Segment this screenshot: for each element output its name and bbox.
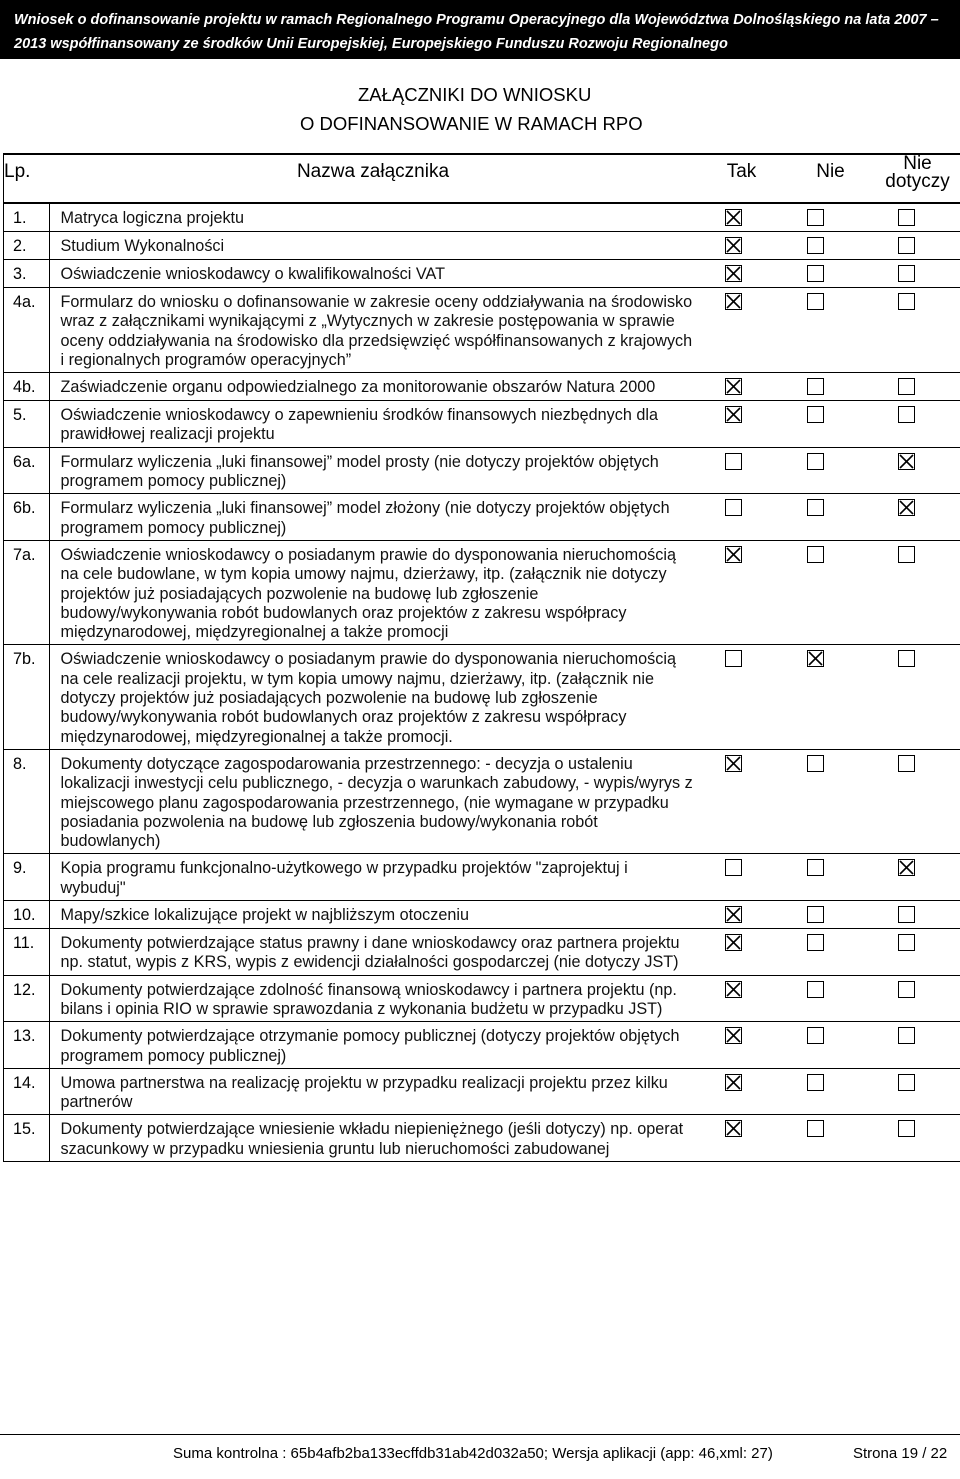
cell-tak (697, 975, 786, 1022)
checkbox-nie[interactable] (807, 265, 824, 282)
table-row (4, 260, 960, 288)
cell-tak (697, 645, 786, 749)
row-number: 4a. (4, 288, 50, 373)
cell-tak (697, 203, 786, 232)
attachment-name: Oświadczenie wnioskodawcy o kwalifikowalności VAT (49, 260, 697, 288)
checkbox-nie[interactable] (807, 499, 824, 516)
cell-nie (786, 854, 875, 901)
column-header-tak: Tak (697, 154, 786, 203)
checkbox-nie-dotyczy[interactable] (898, 546, 915, 563)
cross-mark-icon (725, 406, 742, 423)
checkbox-nie-dotyczy[interactable] (898, 406, 915, 423)
cross-mark-icon (725, 1120, 742, 1137)
row-number: 3. (4, 260, 50, 288)
table-body (4, 203, 960, 1161)
checkbox-nie[interactable] (807, 1027, 824, 1044)
page-number: Strona 19 / 22 (853, 1445, 948, 1462)
cell-nie (786, 749, 875, 853)
cross-mark-icon (898, 499, 915, 516)
table-row (4, 1115, 960, 1162)
checkbox-nie-dotyczy[interactable] (898, 650, 915, 667)
cell-nie-dotyczy (875, 901, 960, 929)
cross-mark-icon (725, 755, 742, 772)
row-number: 5. (4, 401, 50, 448)
cell-nie (786, 1115, 875, 1162)
checkbox-nie-dotyczy[interactable] (898, 209, 915, 226)
checkbox-nie[interactable] (807, 859, 824, 876)
cross-mark-icon (725, 981, 742, 998)
row-number: 7a. (4, 540, 50, 644)
attachment-name: Zaświadczenie organu odpowiedzialnego za monitorowanie obszarów Natura 2000 (49, 373, 697, 401)
checkbox-nie[interactable] (807, 755, 824, 772)
cell-nie-dotyczy (875, 975, 960, 1022)
checkbox-nie-dotyczy[interactable] (898, 293, 915, 310)
attachment-name: Dokumenty potwierdzające otrzymanie pomocy publicznej (dotyczy projektów objętych programem pomocy publicznej) (49, 1022, 697, 1069)
checkbox-nie-checked[interactable] (807, 650, 824, 667)
checkbox-tak[interactable] (725, 453, 742, 470)
checkbox-tak[interactable] (725, 859, 742, 876)
cell-tak (697, 901, 786, 929)
checkbox-nie-dotyczy[interactable] (898, 1120, 915, 1137)
attachment-name: Studium Wykonalności (49, 232, 697, 260)
row-number: 8. (4, 749, 50, 853)
cell-nie-dotyczy (875, 260, 960, 288)
cell-nie (786, 260, 875, 288)
cell-tak (697, 288, 786, 373)
attachment-name: Dokumenty potwierdzające status prawny i dane wnioskodawcy oraz partnera projektu np. statut, wypis z KRS, wypis z ewidencji działalności gospodarczej (nie dotyczy JST) (49, 929, 697, 976)
cross-mark-icon (725, 378, 742, 395)
header-line-1: Wniosek o dofinansowanie projektu w ramach Regionalnego Programu Operacyjnego dla Województwa Dolnośląskiego na lata 2007 – (14, 12, 939, 28)
cell-nie (786, 540, 875, 644)
row-number: 10. (4, 901, 50, 929)
checkbox-nie-dotyczy-checked[interactable] (898, 499, 915, 516)
table-row (4, 1068, 960, 1115)
checkbox-nie[interactable] (807, 209, 824, 226)
row-number: 14. (4, 1068, 50, 1115)
checkbox-nie[interactable] (807, 934, 824, 951)
checkbox-nie-dotyczy-checked[interactable] (898, 859, 915, 876)
checkbox-nie-dotyczy[interactable] (898, 1027, 915, 1044)
attachment-name: Dokumenty dotyczące zagospodarowania przestrzennego: - decyzja o ustaleniu lokalizacji inwestycji celu publicznego, - decyzja o warunkach zabudowy, - wypis/wyrys z miejscowego planu zagospodarowania przestrzennego, (nie wymagane w przypadku posiadania pozwolenia na budowę lub zgłoszenia budowy/wykonania robót budowlanych) (49, 749, 697, 853)
table-row (4, 1022, 960, 1069)
row-number: 2. (4, 232, 50, 260)
cell-nie-dotyczy (875, 854, 960, 901)
cell-nie (786, 975, 875, 1022)
cell-nie (786, 645, 875, 749)
checkbox-tak-checked[interactable] (725, 406, 742, 423)
table-row (4, 232, 960, 260)
checkbox-tak-checked[interactable] (725, 755, 742, 772)
cell-nie-dotyczy (875, 494, 960, 541)
cross-mark-icon (898, 859, 915, 876)
cross-mark-icon (725, 209, 742, 226)
cell-nie-dotyczy (875, 540, 960, 644)
table-row (4, 494, 960, 541)
cell-nie (786, 401, 875, 448)
row-number: 1. (4, 203, 50, 232)
checkbox-nie[interactable] (807, 546, 824, 563)
page-footer (0, 1434, 960, 1476)
checkbox-tak-checked[interactable] (725, 237, 742, 254)
checkbox-nie[interactable] (807, 1120, 824, 1137)
checkbox-tak-checked[interactable] (725, 265, 742, 282)
checkbox-nie[interactable] (807, 1074, 824, 1091)
cell-tak (697, 401, 786, 448)
cell-tak (697, 929, 786, 976)
attachment-name: Formularz wyliczenia „luki finansowej” model prosty (nie dotyczy projektów objętych programem pomocy publicznej) (49, 447, 697, 494)
checkbox-tak-checked[interactable] (725, 209, 742, 226)
cell-nie-dotyczy (875, 1022, 960, 1069)
page-title-line-2: O DOFINANSOWANIE W RAMACH RPO (300, 113, 643, 134)
checkbox-tak-checked[interactable] (725, 981, 742, 998)
cross-mark-icon (725, 1074, 742, 1091)
cell-nie-dotyczy (875, 749, 960, 853)
checkbox-tak-checked[interactable] (725, 546, 742, 563)
column-header-lp: Lp. (4, 154, 50, 203)
cross-mark-icon (725, 906, 742, 923)
checkbox-nie-dotyczy[interactable] (898, 906, 915, 923)
checkbox-nie[interactable] (807, 981, 824, 998)
cell-tak (697, 540, 786, 644)
page-title-line-1: ZAŁĄCZNIKI DO WNIOSKU (358, 84, 592, 105)
table-row (4, 854, 960, 901)
checkbox-nie-dotyczy[interactable] (898, 378, 915, 395)
cross-mark-icon (725, 934, 742, 951)
column-header-nie-dotyczy: Nie dotyczy (875, 154, 960, 203)
checkbox-nie-dotyczy[interactable] (898, 237, 915, 254)
cell-nie-dotyczy (875, 1115, 960, 1162)
attachment-name: Oświadczenie wnioskodawcy o posiadanym prawie do dysponowania nieruchomością na cele realizacji projektu, w tym kopia umowy najmu, dzierżawy, itp. (załącznik nie dotyczy projektów już posiadających pozwolenie na budowę lub zgłoszenie budowy/wykonywania robót budowlanych oraz projektów z zakresu współpracy międzynarodowej, międzyregionalnej a także promocji. (49, 645, 697, 749)
cross-mark-icon (898, 453, 915, 470)
attachment-name: Formularz wyliczenia „luki finansowej” model złożony (nie dotyczy projektów objętych programem pomocy publicznej) (49, 494, 697, 541)
table-row (4, 749, 960, 853)
attachment-name: Formularz do wniosku o dofinansowanie w zakresie oceny oddziaływania na środowisko wraz z załącznikami wynikającymi z „Wytycznych w zakresie postępowania w sprawie oceny oddziaływania na środowisko dla przedsięwzięć współfinansowanych z krajowych i regionalnych programów operacyjnych” (49, 288, 697, 373)
table-row (4, 288, 960, 373)
cell-nie-dotyczy (875, 401, 960, 448)
attachment-name: Matryca logiczna projektu (49, 203, 697, 232)
header-line-2: 2013 współfinansowany ze środków Unii Europejskiej, Europejskiego Funduszu Rozwoju Regionalnego (14, 36, 728, 52)
checkbox-nie-dotyczy[interactable] (898, 981, 915, 998)
checkbox-nie[interactable] (807, 293, 824, 310)
checkbox-nie[interactable] (807, 453, 824, 470)
row-number: 6a. (4, 447, 50, 494)
attachment-name: Mapy/szkice lokalizujące projekt w najbliższym otoczeniu (49, 901, 697, 929)
cell-nie-dotyczy (875, 288, 960, 373)
cross-mark-icon (725, 546, 742, 563)
cell-tak (697, 749, 786, 853)
row-number: 12. (4, 975, 50, 1022)
table-row (4, 645, 960, 749)
cell-nie-dotyczy (875, 1068, 960, 1115)
cell-tak (697, 232, 786, 260)
cell-nie (786, 1022, 875, 1069)
checkbox-tak-checked[interactable] (725, 1120, 742, 1137)
checkbox-tak[interactable] (725, 650, 742, 667)
checkbox-tak-checked[interactable] (725, 906, 742, 923)
cell-nie (786, 1068, 875, 1115)
checkbox-nie[interactable] (807, 237, 824, 254)
cell-nie-dotyczy (875, 447, 960, 494)
cell-nie (786, 929, 875, 976)
cell-nie-dotyczy (875, 373, 960, 401)
row-number: 13. (4, 1022, 50, 1069)
cross-mark-icon (807, 650, 824, 667)
column-header-name: Nazwa załącznika (49, 154, 697, 203)
table-row (4, 540, 960, 644)
table-row (4, 203, 960, 232)
cell-nie (786, 494, 875, 541)
cell-nie-dotyczy (875, 645, 960, 749)
cell-tak (697, 1115, 786, 1162)
cross-mark-icon (725, 237, 742, 254)
cell-tak (697, 373, 786, 401)
checkbox-nie[interactable] (807, 906, 824, 923)
cell-nie-dotyczy (875, 203, 960, 232)
cell-nie (786, 373, 875, 401)
cell-tak (697, 1022, 786, 1069)
checkbox-tak-checked[interactable] (725, 934, 742, 951)
cell-nie-dotyczy (875, 929, 960, 976)
table-row (4, 901, 960, 929)
row-number: 9. (4, 854, 50, 901)
table-row (4, 447, 960, 494)
cell-nie-dotyczy (875, 232, 960, 260)
cell-nie (786, 232, 875, 260)
checkbox-nie-dotyczy[interactable] (898, 934, 915, 951)
table-row (4, 401, 960, 448)
checkbox-nie-dotyczy[interactable] (898, 265, 915, 282)
attachment-name: Oświadczenie wnioskodawcy o posiadanym prawie do dysponowania nieruchomością na cele budowlane, w tym kopia umowy najmu, dzierżawy, itp. (załącznik nie dotyczy projektów już posiadających pozwolenie na budowę lub zgłoszenie budowy/wykonywania robót budowlanych oraz projektów z zakresu współpracy międzynarodowej, międzyregionalnej a także promocji (49, 540, 697, 644)
attachment-name: Oświadczenie wnioskodawcy o zapewnieniu środków finansowych niezbędnych dla prawidłowej realizacji projektu (49, 401, 697, 448)
cross-mark-icon (725, 265, 742, 282)
cell-tak (697, 854, 786, 901)
cell-nie (786, 447, 875, 494)
row-number: 15. (4, 1115, 50, 1162)
cell-nie (786, 901, 875, 929)
checkbox-nie-dotyczy[interactable] (898, 755, 915, 772)
footer-rule (0, 1434, 960, 1435)
checkbox-tak-checked[interactable] (725, 293, 742, 310)
attachments-table (3, 153, 960, 1162)
cell-tak (697, 260, 786, 288)
table-row (4, 373, 960, 401)
table-header-row (4, 154, 960, 203)
checkbox-nie[interactable] (807, 406, 824, 423)
checkbox-nie[interactable] (807, 378, 824, 395)
column-header-nie: Nie (786, 154, 875, 203)
cross-mark-icon (725, 293, 742, 310)
attachment-name: Kopia programu funkcjonalno-użytkowego w przypadku projektów "zaprojektuj i wybuduj" (49, 854, 697, 901)
row-number: 7b. (4, 645, 50, 749)
attachment-name: Umowa partnerstwa na realizację projektu w przypadku realizacji projektu przez kilku partnerów (49, 1068, 697, 1115)
row-number: 6b. (4, 494, 50, 541)
cell-nie (786, 203, 875, 232)
attachment-name: Dokumenty potwierdzające zdolność finansową wnioskodawcy i partnera projektu (np. bilans i opinia RIO w sprawie sprawozdania z wykonania budżetu w przypadku JST) (49, 975, 697, 1022)
checkbox-tak-checked[interactable] (725, 378, 742, 395)
document-header-band (0, 0, 960, 59)
cell-nie (786, 288, 875, 373)
cell-tak (697, 447, 786, 494)
table-row (4, 929, 960, 976)
cell-tak (697, 1068, 786, 1115)
table-row (4, 975, 960, 1022)
row-number: 4b. (4, 373, 50, 401)
cross-mark-icon (725, 1027, 742, 1044)
checkbox-tak-checked[interactable] (725, 1074, 742, 1091)
cell-tak (697, 494, 786, 541)
checksum-text: Suma kontrolna : 65b4afb2ba133ecffdb31ab42d032a50; Wersja aplikacji (app: 46,xml: 27) (173, 1445, 773, 1462)
attachment-name: Dokumenty potwierdzające wniesienie wkładu niepieniężnego (jeśli dotyczy) np. operat szacunkowy w przypadku wniesienia gruntu lub nieruchomości zabudowanej (49, 1115, 697, 1162)
checkbox-nie-dotyczy-checked[interactable] (898, 453, 915, 470)
checkbox-tak[interactable] (725, 499, 742, 516)
checkbox-tak-checked[interactable] (725, 1027, 742, 1044)
checkbox-nie-dotyczy[interactable] (898, 1074, 915, 1091)
row-number: 11. (4, 929, 50, 976)
